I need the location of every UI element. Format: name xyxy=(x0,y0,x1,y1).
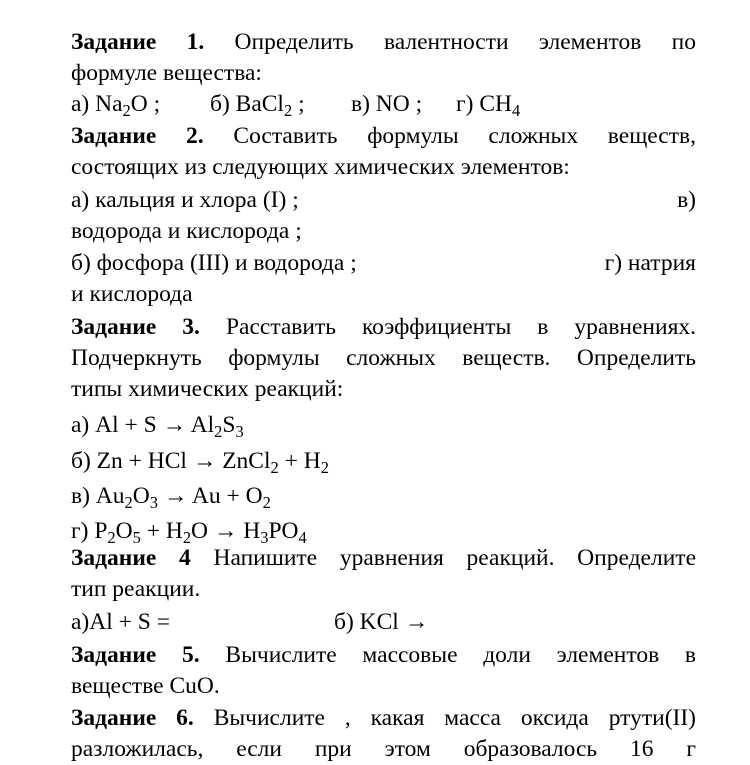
task-3-eq-v: в) $Au_2O_3 \to Au + O_2$ xyxy=(71,483,271,512)
task-5-text-1: Вычислите массовые доли элементов в xyxy=(225,642,696,668)
task-2-option-a: а) кальция и хлора (I) ; xyxy=(71,187,299,213)
task-6-label: Задание 6. xyxy=(71,705,194,731)
task-4-option-b: б) KCl → xyxy=(334,609,429,635)
task-4-label: Задание 4 xyxy=(71,545,191,571)
task-4 xyxy=(71,543,696,636)
task-1-option-g: г) $CH_4$ xyxy=(456,91,521,120)
task-5 xyxy=(71,640,696,702)
task-3-eq-a: а) $Al + S \to Al_2S_3$ xyxy=(71,412,244,441)
task-4-options xyxy=(71,607,696,638)
task-2-line-1 xyxy=(71,121,696,152)
task-5-line-1 xyxy=(71,640,696,671)
task-1-options xyxy=(71,89,696,120)
task-4-line-2: тип реакции. xyxy=(71,576,201,602)
task-2-row-1 xyxy=(71,185,696,216)
task-3-line-2: Подчеркнуть формулы сложных веществ. Определить xyxy=(71,345,696,371)
task-2-option-g: г) натрия xyxy=(604,250,696,276)
task-6 xyxy=(71,703,696,765)
task-2-text-1: Составить формулы сложных веществ, xyxy=(233,123,696,149)
task-2-row-2 xyxy=(71,248,696,279)
task-4-option-a: а)Al + S = xyxy=(71,609,170,635)
task-3-text-1: Расставить коэффициенты в уравнениях. xyxy=(225,314,696,340)
task-4-line-1 xyxy=(71,543,696,574)
task-2-option-b: б) фосфора (III) и водорода ; xyxy=(71,250,357,276)
task-2-option-v-cont: водорода и кислорода ; xyxy=(71,218,302,244)
task-1-option-v: в) NO ; xyxy=(351,91,423,117)
task-3-line-1 xyxy=(71,312,696,343)
task-1-label: Задание 1. xyxy=(71,29,205,55)
task-1 xyxy=(71,27,696,120)
task-1-option-a: а) $Na_2O$ ; xyxy=(71,91,161,120)
task-2-label: Задание 2. xyxy=(71,123,204,149)
task-3-eq-b: б) Zn + HCl → ZnCl$_2$ + $H_2$ xyxy=(71,448,329,477)
task-2-line-2: состоящих из следующих химических элементов: xyxy=(71,154,570,180)
task-5-label: Задание 5. xyxy=(71,642,200,668)
task-6-line-2: разложилась, если при этом образовалось 16 г xyxy=(71,736,696,762)
task-5-line-2: веществе CuO. xyxy=(71,673,220,699)
task-3-label: Задание 3. xyxy=(71,314,200,340)
task-1-line-2: формуле вещества: xyxy=(71,60,262,86)
task-3-eq-g: г) $P_2O_5 + H_2O \to H_3PO_4$ xyxy=(71,518,307,547)
task-3 xyxy=(71,312,696,547)
task-1-line-1 xyxy=(71,27,696,58)
task-2 xyxy=(71,121,696,310)
task-1-text-1: Определить валентности элементов по xyxy=(234,29,696,55)
task-4-text-1: Напишите уравнения реакций. Определите xyxy=(190,545,696,571)
task-6-line-1 xyxy=(71,703,696,734)
task-6-text-1: Вычислите , какая масса оксида ртути(II) xyxy=(213,705,696,731)
task-1-option-b: б) BaCl$_2$ ; xyxy=(210,91,305,120)
task-2-option-g-cont: и кислорода xyxy=(71,281,193,307)
task-2-option-v: в) xyxy=(677,187,696,213)
task-3-line-3: типы химических реакций: xyxy=(71,376,344,402)
